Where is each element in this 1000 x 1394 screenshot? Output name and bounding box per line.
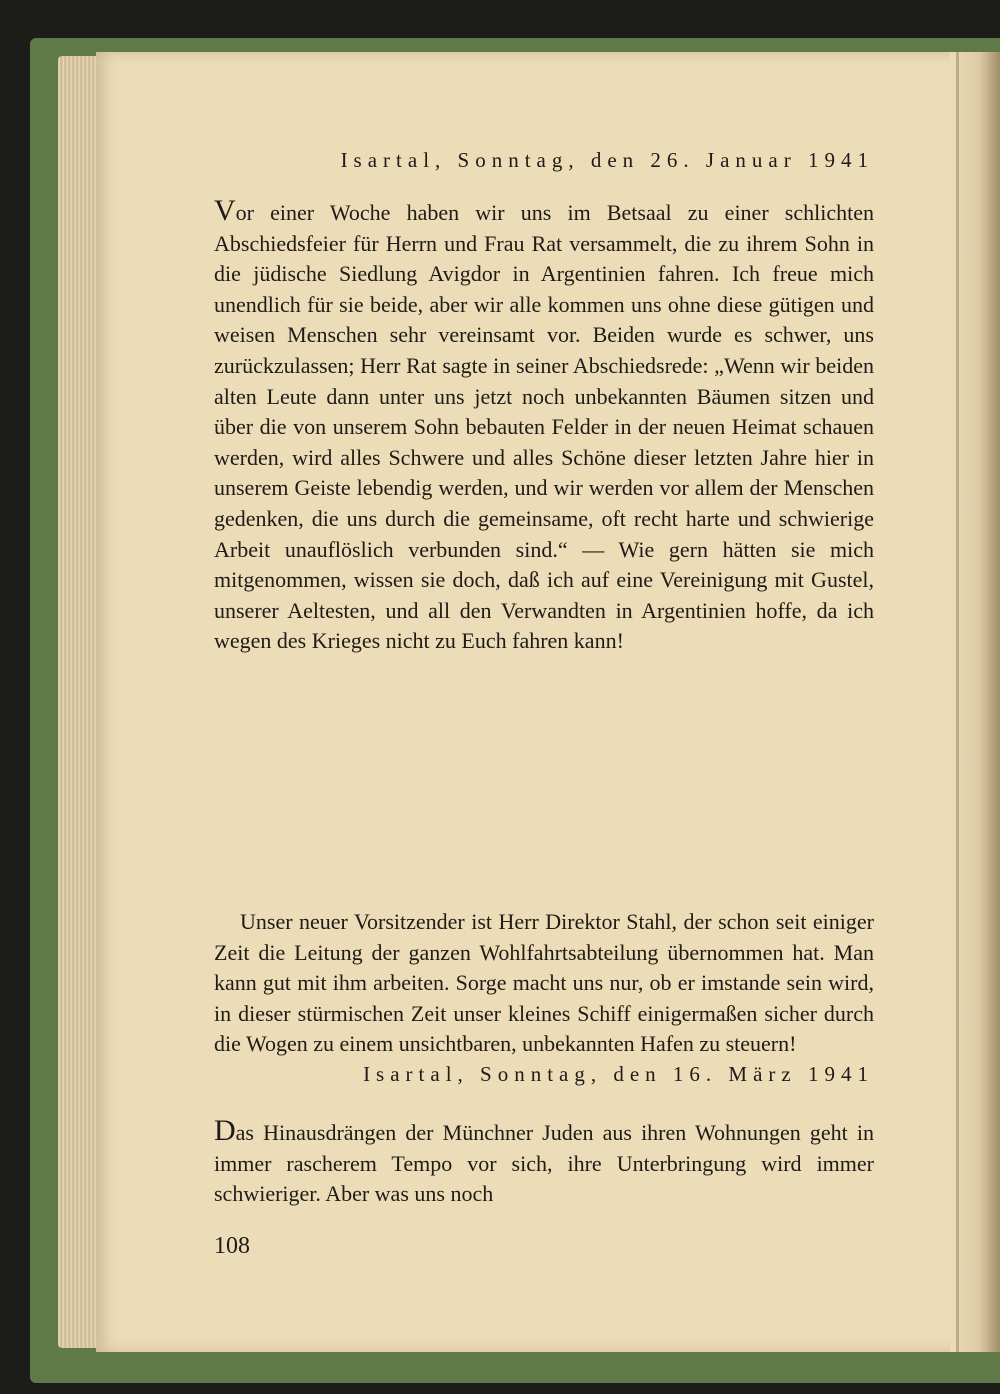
initial-letter: V xyxy=(214,194,236,227)
initial-letter: D xyxy=(214,1114,236,1147)
paragraph-chairman: Unser neuer Vorsitzender ist Herr Direktor Stahl, der schon seit einiger Zeit die Leitung der ganzen Wohlfahrtsabteilung übernommen hat. Man kann gut mit ihm arbeiten. Sorge macht uns nur, ob er imstande sein wird, in dieser stürmischen Zeit unser kleines Schiff einigermaßen sicher durch die Wogen zu einem unsichtbaren, unbekannten Hafen zu steuern! xyxy=(214,909,874,1057)
paragraph-housing xyxy=(214,1114,874,1210)
paragraph-farewell xyxy=(214,194,874,657)
dateline-january: Isartal, Sonntag, den 26. Januar 1941 xyxy=(340,148,874,172)
paragraph-text: as Hinausdrängen der Münchner Juden aus ihren Wohnungen geht in immer rascherem Tempo vor sich, ihre Unterbringung wird immer schwieriger. Aber was uns noch xyxy=(214,1120,874,1207)
dateline-march: Isartal, Sonntag, den 16. März 1941 xyxy=(363,1062,874,1086)
paragraph-text: or einer Woche haben wir uns im Betsaal zu einer schlichten Abschiedsfeier für Herrn und Frau Rat versammelt, die zu ihrem Sohn in die jüdische Siedlung Avigdor in Argentinien fahren. Ich freue mich unendlich für sie beide, aber wir alle kommen uns ohne diese gütigen und weisen Menschen sehr vereinsamt vor. Beiden wurde es schwer, uns zurückzulassen; Herr Rat sagte in seiner Abschiedsrede: „Wenn wir beiden alten Leute dann unter uns jetzt noch unbekannten Bäumen sitzen und über die von unserem Sohn bebauten Felder in der neuen Heimat schauen werden, wird alles Schwere und alles Schöne dieser letzten Jahre hier in unserem Geiste lebendig werden, und wir werden vor allem der Menschen gedenken, die uns durch die gemeinsame, oft recht harte und schwierige Arbeit unauflöslich verbunden sind.“ — Wie gern hätten sie mich mitgenommen, wissen sie doch, daß ich auf eine Vereinigung mit Gustel, unserer Aeltesten, und all den Verwandten in Argentinien hoffe, da ich wegen des Krieges nicht zu Euch fahren kann! xyxy=(214,200,874,654)
page-number: 108 xyxy=(214,1233,250,1259)
spine-edge xyxy=(956,52,959,1352)
